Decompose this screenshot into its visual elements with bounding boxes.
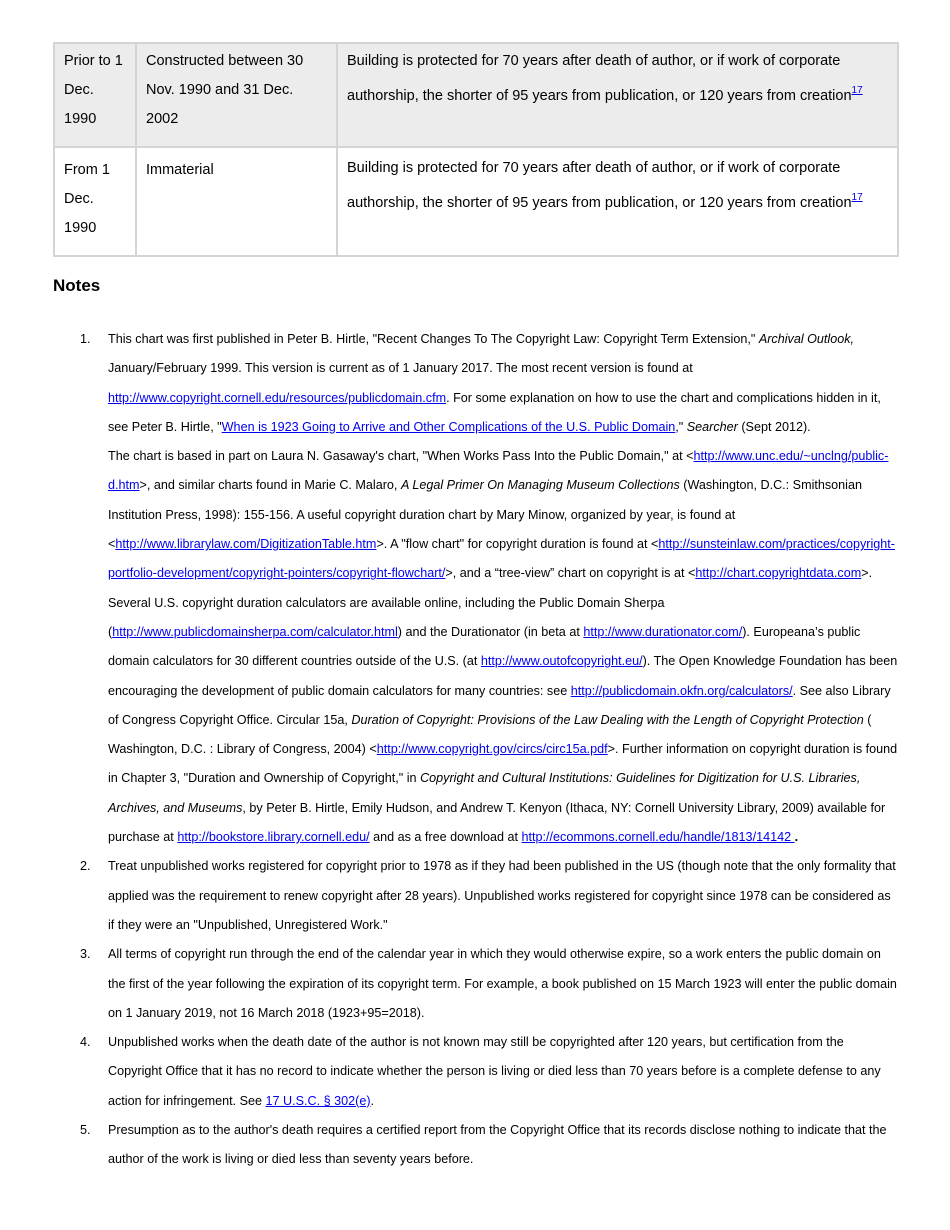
term-cell [337,43,898,147]
note-link[interactable]: http://sunsteinlaw.com/practices/copyright-portfolio-development/copyright-pointers/copyright-flowchart/ [108,537,895,581]
note-link[interactable]: When is 1923 Going to Arrive and Other Complications of the U.S. Public Domain [221,419,676,434]
note-text: This chart was first published in Peter B. Hirtle, "Recent Changes To The Copyright Law: Copyright Term Extension," [108,332,759,346]
term-cell [337,147,898,256]
note-text: , by Peter B. Hirtle, Emily Hudson, and Andrew T. Kenyon (Ithaca, NY: Cornell University Library, 2009) available for purchase at [108,800,886,845]
note-text: >. A "flow chart" for copyright duration is found at < [376,537,659,552]
term-text: Building is protected for 70 years after death of author, or if work of corporate authorship, the shorter of 95 years from publication, or 120 years from creation [347,53,852,104]
footnote-link[interactable]: 17 [851,85,863,96]
note-number: 4. [80,1035,91,1050]
note-item [80,325,900,852]
note-italic: Archival Outlook, [758,332,855,346]
note-number: 3. [80,947,91,962]
note-text: ). The Open Knowledge Foundation has been encouraging the development of public domain calculators for many countries: see [108,654,898,698]
note-link[interactable]: http://www.durationator.com/ [583,624,743,639]
table-row [54,147,898,256]
notes-heading: Notes [53,276,101,295]
note-text: >, and similar charts found in Marie C. Malaro, [139,478,401,493]
note-item [80,1116,900,1175]
note-link[interactable]: http://www.publicdomainsherpa.com/calculator.html [112,624,398,639]
note-italic: A Legal Primer On Managing Museum Collections [400,478,680,493]
note-text: ) and the Durationator (in beta at [397,624,584,639]
note-text: and as a free download at [369,830,522,845]
note-number: 1. [80,332,91,346]
note-text: (Washington, D.C.: Smithsonian Institution Press, 1998): 155-156. A useful copyright duration chart by Mary Minow, organized by year, is found at < [108,478,862,552]
date-line: 1990 [64,111,97,127]
date-line: Prior to 1 [64,53,123,69]
note-text: >. Several U.S. copyright duration calculators are available online, including the Public Domain Sherpa ( [108,566,873,639]
notes-list [80,325,900,1175]
note-text: . For some explanation on how to use the chart and complications hidden in it, see Peter B. Hirtle, " [108,390,881,434]
note-item [80,852,900,940]
note-italic: Searcher [686,419,738,434]
date-line: 1990 [64,220,97,236]
note-link[interactable]: http://www.copyright.gov/circs/circ15a.pdf [376,742,608,757]
note-link[interactable]: http://chart.copyrightdata.com [695,566,862,581]
note-text: January/February 1999. This version is current as of 1 January 2017. The most recent version is found at [108,361,693,376]
note-text: The chart is based in part on Laura N. Gasaway's chart, "When Works Pass Into the Public Domain," at < [108,449,694,464]
note-link[interactable]: http://ecommons.cornell.edu/handle/1813/14142 [521,830,795,845]
status-cell: Constructed between 30 Nov. 1990 and 31 Dec. 2002 [136,43,337,147]
date-line: Dec. [64,191,94,207]
note-item [80,940,900,1028]
note-text: . [370,1093,375,1108]
date-cell [54,147,136,256]
footnote-link[interactable]: 17 [851,192,863,203]
note-link[interactable]: http://bookstore.library.cornell.edu/ [177,830,370,845]
note-text: >, and a “tree-view” chart on copyright is at < [445,566,696,581]
date-cell [54,43,136,147]
note-number: 2. [80,859,91,874]
note-text: Treat unpublished works registered for copyright prior to 1978 as if they had been published in the US (though note that the only formality that applied was the requirement to renew copyright after 28 years). Unpublished works registered for copyright since 1978 can be considered as if they were an "Unpublished, Unregistered Work." [108,859,896,932]
copyright-term-table [53,42,899,257]
status-cell: Immaterial [136,147,337,256]
note-number: 5. [80,1123,91,1138]
note-link[interactable]: http://publicdomain.okfn.org/calculators/ [570,683,793,698]
note-text: ( Washington, D.C. : Library of Congress, 2004) < [108,712,872,757]
note-text: . See also Library of Congress Copyright Office. Circular 15a, [108,683,891,727]
note-italic: Duration of Copyright: Provisions of the Law Dealing with the Length of Copyright Protection [351,712,864,727]
note-text: All terms of copyright run through the end of the calendar year in which they would otherwise expire, so a work enters the public domain on the first of the year following the expiration of its copyright term. For example, a book published on 15 March 1923 will enter the public domain on 1 January 2019, not 16 March 2018 (1923+95=2018). [108,947,897,1020]
table-row [54,43,898,147]
note-text: Unpublished works when the death date of the author is not known may still be copyrighted after 120 years, but certification from the Copyright Office that it has no record to indicate whether the person is living or died less than 70 years before is a complete defense to any action for infringement. See [108,1035,881,1108]
note-text: ). Europeana’s public domain calculators for 30 different countries outside of the U.S. (at [108,624,861,669]
term-text: Building is protected for 70 years after death of author, or if work of corporate authorship, the shorter of 95 years from publication, or 120 years from creation [347,160,852,211]
note-item [80,1028,900,1116]
note-link[interactable]: http://www.librarylaw.com/DigitizationTable.htm [115,537,377,552]
note-link[interactable]: http://www.copyright.cornell.edu/resources/publicdomain.cfm [108,390,447,405]
date-line: From 1 [64,162,110,178]
note-text: >. Further information on copyright duration is found in Chapter 3, "Duration and Ownership of Copyright," in [108,742,898,786]
note-link[interactable]: http://www.unc.edu/~unclng/public-d.htm [108,449,889,493]
statute-link[interactable]: 17 U.S.C. § 302(e) [265,1093,371,1108]
note-text: Presumption as to the author's death requires a certified report from the Copyright Office that its records disclose nothing to indicate that the author of the work is living or died less than seventy years before. [108,1123,887,1167]
note-italic: Copyright and Cultural Institutions: Guidelines for Digitization for U.S. Libraries, Archives, and Museums [108,771,861,815]
date-line: Dec. [64,82,94,98]
note-link[interactable]: http://www.outofcopyright.eu/ [480,654,643,669]
note-text: ," [675,419,687,434]
note-text: . [794,830,799,845]
note-text: (Sept 2012). [737,419,811,434]
